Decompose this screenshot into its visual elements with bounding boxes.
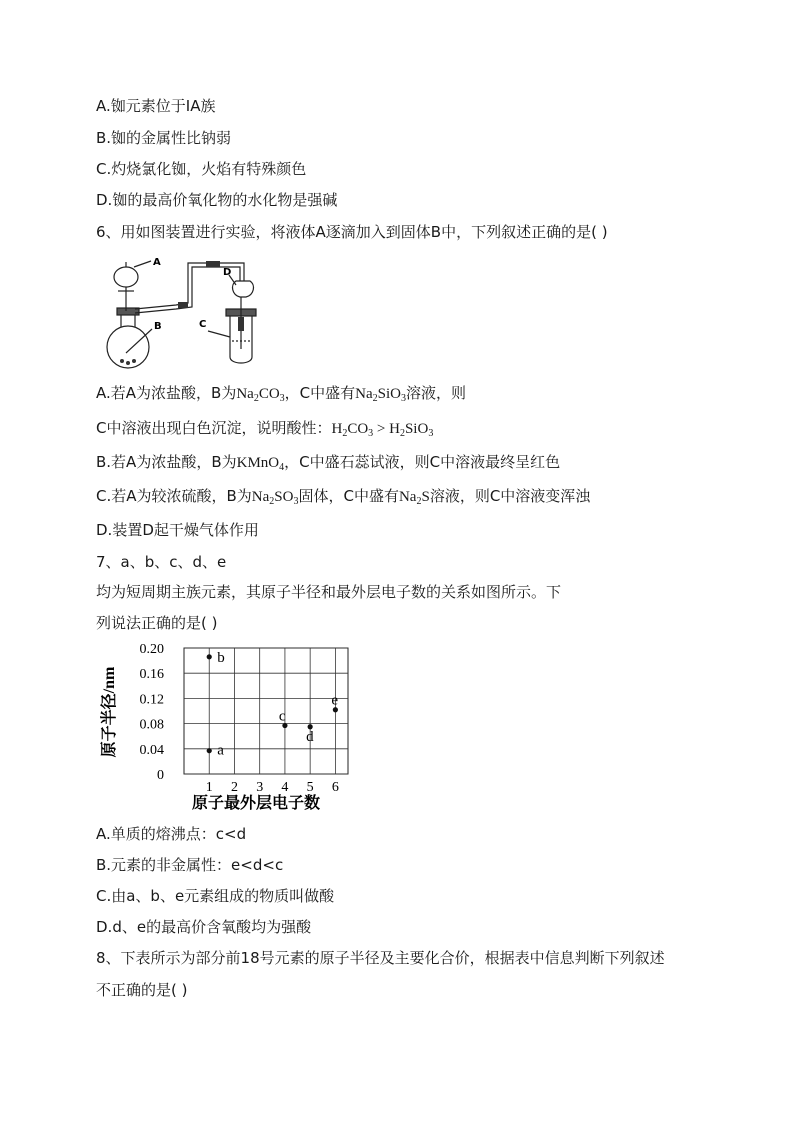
q6-option-c: C.若A为较浓硫酸，B为$Na_2SO_3$固体，C中盛有$Na_2S$溶液，则C中溶液变浑浊	[96, 487, 591, 507]
q6-option-a-line1: A.若A为浓盐酸，B为$Na_2CO_3$，C中盛有$Na_2SiO_3$溶液，则	[96, 384, 467, 404]
point-label-a: a	[217, 742, 224, 759]
label-d: D	[223, 267, 232, 278]
point-b	[207, 654, 212, 659]
x-tick-label: 6	[331, 780, 339, 795]
q7-stem-line1: 7、a、b、c、d、e	[96, 553, 227, 571]
chart-grid	[184, 648, 348, 774]
y-tick-label: 0	[157, 768, 164, 783]
x-tick-label: 1	[205, 780, 213, 795]
q5-option-d: D.铷的最高价氧化物的水化物是强碱	[96, 191, 338, 209]
q7-option-b: B.元素的非金属性：e<d<c	[96, 856, 284, 874]
formula-kmno4: KMnO$_4$	[236, 455, 285, 473]
q5-option-b: B.铷的金属性比钠弱	[96, 129, 232, 147]
q5-option-a: A.铷元素位于ⅠA族	[96, 97, 216, 115]
y-tick-label: 0.16	[139, 667, 164, 683]
label-b: B	[154, 321, 162, 332]
y-axis-label: 原子半径/nm	[101, 666, 118, 758]
chart-x-ticks	[206, 780, 339, 795]
point-a	[207, 748, 212, 753]
q6-stem: 6、用如图装置进行实验，将液体A逐滴加入到固体B中，下列叙述正确的是( )	[96, 223, 608, 241]
q8-stem-line1: 8、下表所示为部分前18号元素的原子半径及主要化合价，根据表中信息判断下列叙述	[96, 949, 665, 967]
q7-stem-line2: 均为短周期主族元素，其原子半径和最外层电子数的关系如图所示。下	[96, 583, 562, 601]
x-axis-label: 原子最外层电子数	[191, 795, 321, 812]
q7-stem-line3: 列说法正确的是( )	[96, 614, 218, 632]
x-tick-label: 3	[256, 780, 264, 795]
chart-points	[207, 650, 339, 759]
q6-option-a-line2: C中溶液出现白色沉淀，说明酸性：$H_2CO_3 > H_2SiO_3$	[96, 419, 434, 439]
chart-y-ticks	[140, 642, 165, 783]
apparatus-figure	[96, 253, 278, 369]
y-tick-label: 0.04	[139, 742, 164, 758]
point-label-c: c	[278, 708, 286, 725]
radius-chart	[96, 640, 366, 815]
point-label-d: d	[306, 728, 314, 745]
q6-option-d: D.装置D起干燥气体作用	[96, 521, 259, 539]
y-tick-label: 0.12	[139, 692, 164, 708]
point-label-b: b	[217, 649, 225, 666]
plot-frame	[184, 648, 348, 774]
formula-na2sio3: $Na_2SiO_3$	[355, 386, 406, 404]
q7-option-d: D.d、e的最高价含氧酸均为强酸	[96, 918, 312, 936]
x-tick-label: 5	[306, 780, 314, 795]
y-tick-label: 0.20	[139, 642, 164, 657]
label-a: A	[153, 257, 161, 268]
formula-acid-compare: $H_2CO_3 > H_2SiO_3$	[331, 421, 434, 439]
q5-option-c: C.灼烧氯化铷，火焰有特殊颜色	[96, 160, 307, 178]
formula-na2co3: $Na_2CO_3$	[236, 386, 285, 404]
x-tick-label: 4	[281, 780, 289, 795]
y-tick-label: 0.08	[139, 717, 164, 733]
q8-stem-line2: 不正确的是( )	[96, 981, 188, 999]
formula-na2so3: $Na_2SO_3$	[251, 489, 299, 507]
label-c: C	[199, 319, 207, 330]
q7-option-c: C.由a、b、e元素组成的物质叫做酸	[96, 887, 335, 905]
point-label-e: e	[331, 692, 339, 709]
q7-option-a: A.单质的熔沸点：c<d	[96, 825, 247, 843]
q6-option-b: B.若A为浓盐酸，B为KMnO$_4$，C中盛石蕊试液，则C中溶液最终呈红色	[96, 453, 561, 473]
formula-na2s: $Na_2S$	[398, 489, 430, 507]
x-tick-label: 2	[230, 780, 238, 795]
